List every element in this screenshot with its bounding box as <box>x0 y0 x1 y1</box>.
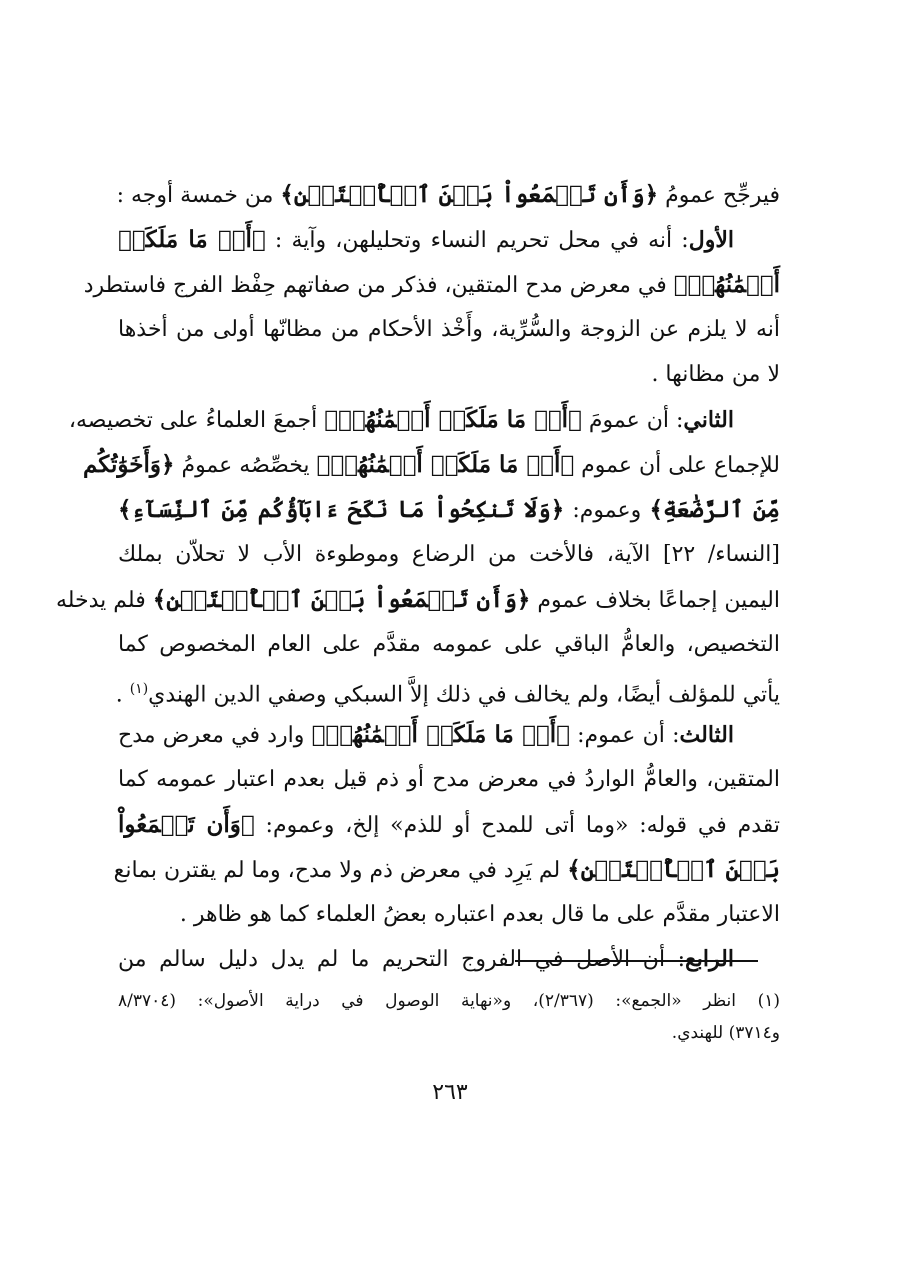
text-line: الرابع: أن الأصل في الفروج التحريم ما لم يدل دليل سالم من <box>118 946 734 972</box>
quran-quote: ﴿أَوۡ مَا مَلَكَتۡ أَيۡمَٰنُهُمۡ﴾ <box>324 406 582 433</box>
quran-quote: ﴿وَأَخَوَٰتُكُم <box>82 451 175 478</box>
footnote-line: (١) انظر «الجمع»: (٢/٣٦٧)، و«نهاية الوصول في دراية الأصول»: (٨/٣٧٠٤ <box>118 991 780 1011</box>
quran-quote: ﴿وَلَا تَنكِحُواْ مَا نَكَحَ ءَابَآؤُكُم مِّنَ ٱلنِّسَآءِ﴾ <box>118 496 565 523</box>
text-line: المتقين، والعامُّ الواردُ في معرض مدح أو ذم قيل بعدم اعتبار عمومه كما <box>118 767 780 792</box>
text-line: فيرجِّح عمومُ ﴿وَأَن تَجۡمَعُواْ بَيۡنَ ٱلۡأُخۡتَيۡنِ﴾ من خمسة أوجه : <box>116 181 780 208</box>
text-line: الثالث: أن عموم: ﴿أَوۡ مَا مَلَكَتۡ أَيۡمَٰنُهُمۡ﴾ وارد في معرض مدح <box>118 721 734 748</box>
text-line: الثاني: أن عمومَ ﴿أَوۡ مَا مَلَكَتۡ أَيۡمَٰنُهُمۡ﴾ أجمعَ العلماءُ على تخصيصه، <box>68 406 734 433</box>
text-line: أَيۡمَٰنُهُمۡ﴾ في معرض مدح المتقين، فذكر من صفاتهم حِفْظ الفرج فاستطرد <box>83 271 780 298</box>
section-heading: الثالث <box>679 722 734 748</box>
text-line: [النساء/ ٢٢] الآية، فالأخت من الرضاع وموطوءة الأب لا تحلاّن بملك <box>118 542 781 567</box>
page-number: ٢٦٣ <box>432 1080 468 1105</box>
text-line: التخصيص، والعامُّ الباقي على عمومه مقدَّم على العام المخصوص كما <box>118 632 780 657</box>
footnote-line: و٣٧١٤) للهندي. <box>671 1023 780 1043</box>
text-line: لا من مظانها . <box>651 362 780 387</box>
text-line: يأتي للمؤلف أيضًا، ولم يخالف في ذلك إلاَّ السبكي وصفي الدين الهندي$^{(١)}$ . <box>115 681 780 708</box>
quran-quote: مِّنَ ٱلرَّضَٰعَةِ﴾ <box>649 496 780 523</box>
body-text <box>55 172 781 982</box>
quran-quote: ﴿وَأَن تَجۡمَعُواْ بَيۡنَ ٱلۡأُخۡتَيۡنِ﴾ <box>152 586 531 613</box>
quran-quote: ﴿أَوۡ مَا مَلَكَتۡ أَيۡمَٰنُهُمۡ﴾ <box>311 721 570 748</box>
text-line: للإجماع على أن عموم ﴿أَوۡ مَا مَلَكَتۡ أَيۡمَٰنُهُمۡ﴾ يخصِّصُه عمومُ ﴿وَأَخَوَٰتُكُم <box>82 451 780 478</box>
footnote-ref[interactable]: (١) <box>129 681 149 697</box>
quran-quote: ﴿أَوۡ مَا مَلَكَتۡ أَيۡمَٰنُهُمۡ﴾ <box>316 451 575 478</box>
quran-quote: ﴿وَأَن تَجۡمَعُواْ <box>118 811 255 838</box>
text-line: مِّنَ ٱلرَّضَٰعَةِ﴾ وعموم: ﴿وَلَا تَنكِحُواْ مَا نَكَحَ ءَابَآؤُكُم مِّنَ ٱلنِّسَآءِ﴾ <box>118 496 780 523</box>
text-line: الاعتبار مقدَّم على ما قال بعدم اعتباره بعضُ العلماء كما هو ظاهر . <box>179 902 780 927</box>
text-line: تقدم في قوله: «وما أتى للمدح أو للذم» إلخ، وعموم: ﴿وَأَن تَجۡمَعُواْ <box>118 811 780 838</box>
text-line: اليمين إجماعًا بخلاف عموم ﴿وَأَن تَجۡمَعُواْ بَيۡنَ ٱلۡأُخۡتَيۡنِ﴾ فلم يدخله <box>55 586 780 613</box>
text-line: بَيۡنَ ٱلۡأُخۡتَيۡنِ﴾ لم يَرِد في معرض ذم ولا مدح، وما لم يقترن بمانع <box>113 856 780 883</box>
text-line: أنه لا يلزم عن الزوجة والسُّرِّية، وأَخْذ الأحكام من مظانّها أولى من أخذها <box>118 317 780 342</box>
section-heading: الثاني <box>683 407 734 433</box>
footnotes <box>118 985 780 1049</box>
quran-quote: ﴿أَوۡ مَا مَلَكَتۡ <box>118 226 266 253</box>
quran-quote: أَيۡمَٰنُهُمۡ﴾ <box>673 271 780 298</box>
text-line: الأول: أنه في محل تحريم النساء وتحليلهن، وآية : ﴿أَوۡ مَا مَلَكَتۡ <box>118 226 734 253</box>
section-heading: الأول <box>688 227 734 253</box>
section-heading: الرابع <box>685 946 734 972</box>
quran-quote: بَيۡنَ ٱلۡأُخۡتَيۡنِ﴾ <box>567 856 780 883</box>
footnote-divider <box>515 960 758 962</box>
quran-quote: ﴿وَأَن تَجۡمَعُواْ بَيۡنَ ٱلۡأُخۡتَيۡنِ﴾ <box>280 181 659 208</box>
